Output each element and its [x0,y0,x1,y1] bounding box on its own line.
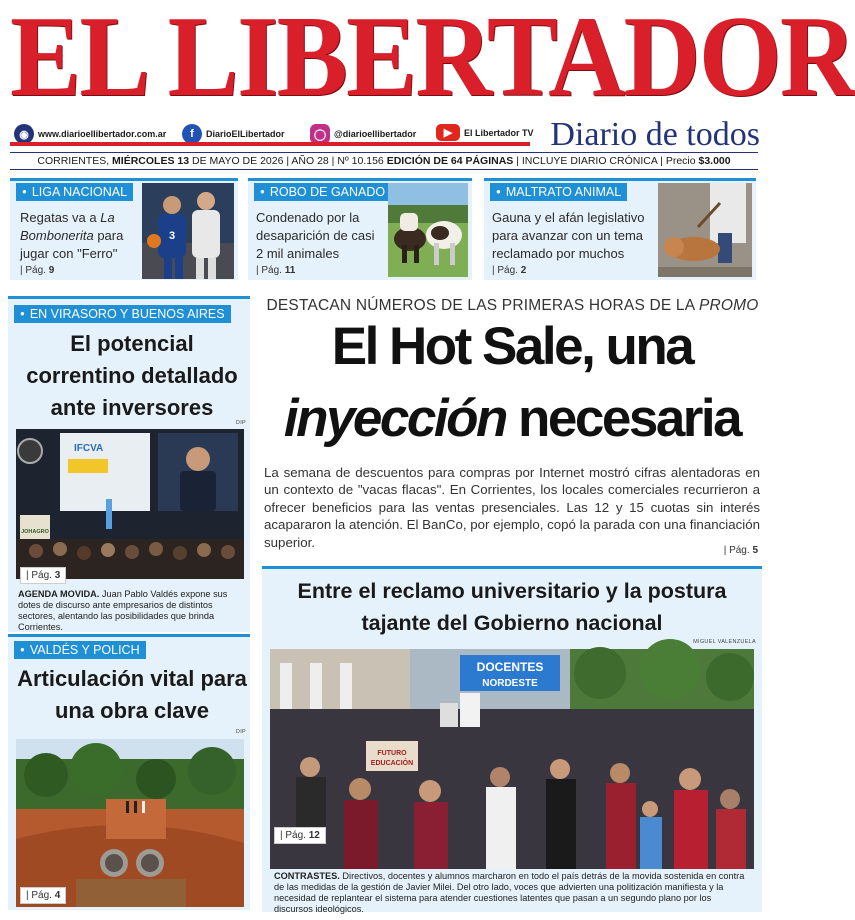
facebook-text: DiarioElLibertador [206,129,285,139]
masthead [0,0,855,153]
sign-text-2: EDUCACIÓN [370,760,414,767]
conference-photo [16,429,244,579]
info-includes: | INCLUYE DIARIO CRÓNICA | Precio [516,155,696,167]
edition-infobar [10,152,758,170]
website-link[interactable] [14,124,166,144]
page-number: 9 [48,265,55,276]
cattle-photo [388,183,468,276]
caption-lead: CONTRASTES. [274,871,340,881]
info-city: CORRIENTES, [37,155,110,167]
main-kicker-text: DESTACAN NÚMEROS DE LAS PRIMERAS HORAS DE LA [266,297,699,314]
page-label: | Pág. [723,545,753,556]
main-headline-line2[interactable] [262,386,762,452]
teaser-kicker: ● LIGA NACIONAL [16,183,133,201]
photo-credit: MIGUEL VALENZUELA [693,639,756,645]
story-headline: Entre el reclamo universitario y la postura tajante del Gobierno nacional [297,579,727,635]
march-photo [270,649,754,869]
facebook-link[interactable] [182,124,285,144]
instagram-text: @diarioellibertador [334,129,417,139]
globe-icon: ◉ [14,124,34,144]
youtube-text: El Libertador TV [464,127,534,138]
sign-text-1: FUTURO [377,750,407,757]
info-price: $3.000 [698,155,731,167]
youtube-link[interactable] [436,124,534,141]
main-kicker [265,297,760,315]
story-caption [274,871,752,915]
teaser-kicker: ● ROBO DE GANADO [254,183,391,201]
teaser-text: Condenado por la desaparición de casi 2 mil animales [256,210,375,261]
main-headline-line1[interactable]: El Hot Sale, una [331,317,693,376]
caption-lead: AGENDA MOVIDA. [18,589,100,599]
tagline: Diario de todos [550,116,760,153]
story-caption [18,589,244,633]
teaser-text-b: para jugar con "Ferro" [20,228,124,261]
story-headline: El potencial correntino detallado ante inversores [26,331,238,420]
page-label: | Pág. [20,265,49,276]
page-label: | Pág. [492,265,521,276]
instagram-icon: ◯ [310,124,330,144]
page-number: 3 [54,570,61,581]
teaser-text-em: La Bombonerita [20,210,115,243]
banner-label: JOHAGRO [21,529,49,535]
banner-text-1: DOCENTES [476,660,544,674]
story-potencial-correntino[interactable] [8,296,250,632]
info-edition: EDICIÓN DE 64 PÁGINAS [386,155,514,167]
story-kicker: ● VALDÉS Y POLICH [14,641,146,659]
main-headline-em: inyección [283,389,506,448]
banner-text-2: NORDESTE [482,678,538,689]
photo-credit: DIP [235,729,246,735]
teaser-maltrato-animal[interactable] [484,178,756,280]
page-label: | Pág. [280,830,309,841]
main-page [724,545,758,556]
instagram-link[interactable] [310,124,416,144]
teaser-page [492,265,526,276]
story-articulacion-vital[interactable] [8,634,250,910]
teaser-page [256,265,295,276]
basketball-photo [142,183,234,278]
teaser-robo-ganado[interactable] [248,178,472,280]
main-body: La semana de descuentos para compras por Internet mostró cifras alentadoras en un contexto de "vacas flacas". En Corrientes, los locales comerciales recurrieron a ofrecer beneficios para las ventas presenciales. Las 12 y 15 cuotas sin interés acapararon la atención. El BanCo, por ejemplo, copó la parada con una financiación superior. [264,465,761,550]
screen-label: IFCVA [74,443,104,454]
story-reclamo-universitario[interactable] [262,566,762,912]
teaser-kicker: ● MALTRATO ANIMAL [490,183,627,201]
page-number: 4 [54,890,61,901]
main-kicker-em: PROMO [698,297,759,314]
main-headline-rest: necesaria [505,389,741,448]
page-number: 11 [284,265,296,276]
page-label: | Pág. [256,265,285,276]
teaser-text-a: Regatas va a [20,210,101,225]
teaser-page [20,265,54,276]
story-headline: Articulación vital para una obra clave [17,666,247,723]
info-date: MIÉRCOLES 13 [112,155,190,167]
website-text: www.diarioellibertador.com.ar [38,129,167,139]
construction-photo [16,739,244,907]
caption-text: Directivos, docentes y alumnos marcharon en todo el país detrás de la movida sostenida en contra de las medidas de la gestión de Javier Milei. Del otro lado, voces que advierten una politización manifiesta y la necesidad de replantear el sistema para atender cuestiones latentes que pasan a un segundo plano por los discursos ideológicos. [274,871,745,914]
story-kicker: ● EN VIRASORO Y BUENOS AIRES [14,305,231,323]
story-page [274,827,326,844]
page-label: | Pág. [26,570,55,581]
page-label: | Pág. [26,890,55,901]
photo-credit: DIP [235,420,246,426]
story-page [20,567,66,584]
newspaper-title: EL LIBERTADOR [10,0,855,121]
teaser-text [20,209,140,263]
caption-text: Juan Pablo Valdés expone sus dotes de discurso ante empresarios de distintos sectores, alentando las posibilidades que brinda Corrientes. [18,589,228,632]
page-number: 12 [308,830,320,841]
page-number: 2 [520,265,527,276]
facebook-icon: f [182,124,202,144]
page-number: 5 [752,545,758,556]
teaser-text: Gauna y el afán legislativo para avanzar con un tema reclamado por muchos [492,210,645,261]
masthead-rule [10,142,530,146]
youtube-icon: ▶ [436,124,460,141]
teaser-liga-nacional[interactable] [10,178,238,280]
svg-text:3: 3 [168,230,176,242]
story-page [20,887,66,904]
dog-photo [658,183,752,276]
info-date-rest: DE MAYO DE 2026 | AÑO 28 | Nº 10.156 [192,155,384,167]
